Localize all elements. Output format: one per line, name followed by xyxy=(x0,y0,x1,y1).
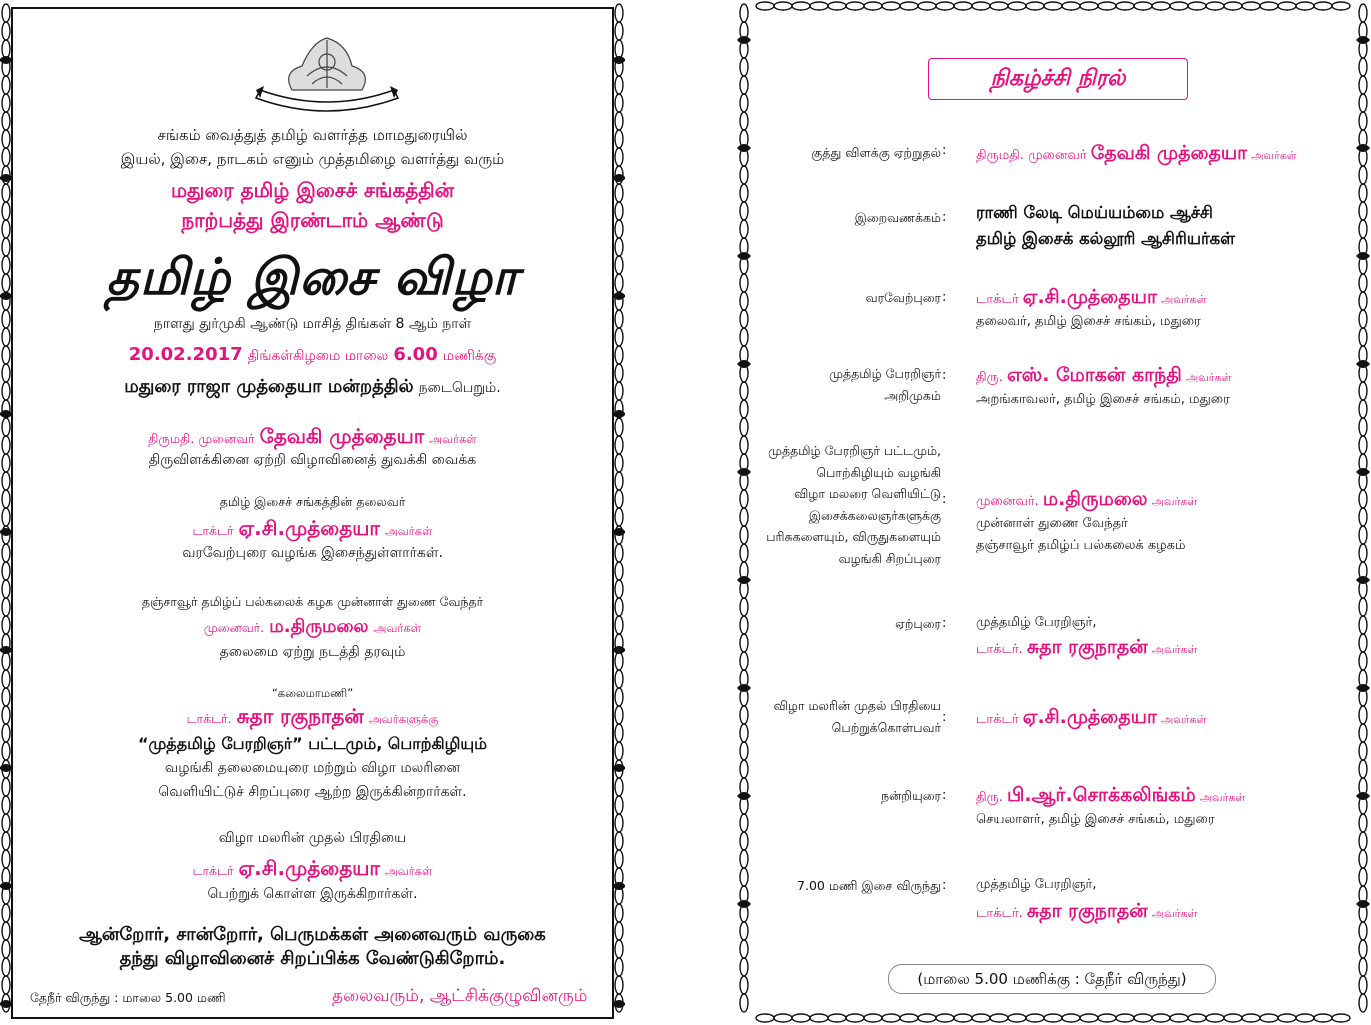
border-link xyxy=(740,418,748,436)
border-link xyxy=(1188,2,1206,10)
border-link xyxy=(615,76,623,94)
border-link xyxy=(615,904,623,922)
guest-3-title: தஞ்சாவூர் தமிழ்ப் பல்கலைக் கழக முன்னாள் துணை வேந்தர் xyxy=(141,594,484,609)
programme-item-value: முனைவர். ம.திருமலை அவர்கள் முன்னாள் துணை வேந்தர் தஞ்சாவூர் தமிழ்ப் பல்கலைக் கழகம் xyxy=(976,488,1198,553)
border-link xyxy=(1359,310,1367,328)
border-link xyxy=(740,310,748,328)
border-link xyxy=(882,2,900,10)
border-link xyxy=(1359,436,1367,454)
border-link xyxy=(1134,1014,1152,1022)
programme-item-label: 7.00 மணி இசை விருந்து xyxy=(797,878,941,893)
border-link xyxy=(1359,184,1367,202)
border-link xyxy=(1206,2,1224,10)
programme-item-value: முத்தமிழ் பேரறிஞர், டாக்டர். சுதா ரகுநாதன் அவர்கள் xyxy=(976,615,1198,658)
guest-4-award: “முத்தமிழ் பேரறிஞர்” பட்டமும், பொற்கிழியும் xyxy=(138,734,487,753)
border-link xyxy=(1359,706,1367,724)
separator-colon: : xyxy=(942,210,947,225)
border-link xyxy=(1188,1014,1206,1022)
border-link xyxy=(900,2,918,10)
border-link xyxy=(1359,616,1367,634)
programme-item-label: இறைவணக்கம் xyxy=(854,210,941,225)
border-link xyxy=(2,904,10,922)
border-link xyxy=(1359,832,1367,850)
border-link xyxy=(1359,814,1367,832)
border-link xyxy=(882,1014,900,1022)
border-link xyxy=(1359,400,1367,418)
invitation-page xyxy=(0,0,625,1025)
guest-4-line-3: வெளியிட்டுச் சிறப்புரை ஆற்ற இருக்கின்றார்கள். xyxy=(158,784,467,800)
border-link xyxy=(740,76,748,94)
border-link xyxy=(2,76,10,94)
hosts-signature: தலைவரும், ஆட்சிக்குழுவினரும் xyxy=(332,986,588,1006)
programme-item-value: டாக்டர் ஏ.சி.முத்தையா அவர்கள் xyxy=(976,706,1207,728)
border-knot xyxy=(1356,36,1370,44)
border-link xyxy=(740,94,748,112)
border-link xyxy=(1260,2,1278,10)
border-link xyxy=(1314,2,1332,10)
border-link xyxy=(990,1014,1008,1022)
border-link xyxy=(846,1014,864,1022)
border-link xyxy=(615,22,623,40)
programme-item-label: முத்தமிழ் பேரறிஞர் xyxy=(829,366,941,381)
guest-5-title: விழா மலரின் முதல் பிரதியை xyxy=(218,830,407,846)
border-link xyxy=(1170,2,1188,10)
border-link xyxy=(740,526,748,544)
event-day: திங்கள்கிழமை மாலை xyxy=(247,348,389,364)
border-link xyxy=(1359,94,1367,112)
intro-line-1: சங்கம் வைத்துத் தமிழ் வளர்த்த மாமதுரையில் xyxy=(157,126,468,144)
guest-2-name-line: டாக்டர் ஏ.சி.முத்தையா அவர்கள் xyxy=(192,516,433,540)
programme-item-label-multi: முத்தமிழ் பேரறிஞர் பட்டமும், பொற்கிழியும் வழங்கி விழா மலரை வெளியிட்டு இசைக்கலைஞர்களுக்கு பரிசுகளையும், விருதுகளையும் வழங்கி சிறப்புரை xyxy=(766,443,941,566)
border-link xyxy=(774,1014,792,1022)
guest-3-name-line: முனைவர். ம.திருமலை அவர்கள் xyxy=(203,616,422,637)
guest-3-role: தலைமை ஏற்று நடத்தி தரவும் xyxy=(219,644,406,660)
border-link xyxy=(740,760,748,778)
border-knot xyxy=(1356,576,1370,584)
border-link xyxy=(756,2,774,10)
border-link xyxy=(1359,634,1367,652)
border-link xyxy=(1359,994,1367,1012)
border-link xyxy=(740,382,748,400)
border-link xyxy=(1044,2,1062,10)
border-link xyxy=(792,1014,810,1022)
separator-colon: : xyxy=(942,788,947,803)
border-link xyxy=(1224,2,1242,10)
guest-1-role: திருவிளக்கினை ஏற்றி விழாவினைத் துவக்கி வைக்க xyxy=(148,452,477,468)
border-link xyxy=(1134,2,1152,10)
guest-5-role: பெற்றுக் கொள்ள இருக்கிறார்கள். xyxy=(207,886,418,902)
border-link xyxy=(1359,544,1367,562)
border-link xyxy=(740,958,748,976)
border-link xyxy=(740,724,748,742)
border-link xyxy=(615,4,623,22)
border-link xyxy=(1359,724,1367,742)
border-link xyxy=(1314,1014,1332,1022)
border-link xyxy=(740,328,748,346)
border-knot xyxy=(1356,900,1370,908)
border-link xyxy=(1359,76,1367,94)
border-link xyxy=(740,292,748,310)
border-link xyxy=(740,634,748,652)
border-link xyxy=(1116,2,1134,10)
venue-line xyxy=(0,376,625,399)
border-link xyxy=(1359,220,1367,238)
border-link xyxy=(2,976,10,994)
border-link xyxy=(740,976,748,994)
border-link xyxy=(2,472,10,490)
closing-line-1: ஆன்றோர், சான்றோர், பெருமக்கள் அனைவரும் வருகை xyxy=(79,924,546,945)
border-link xyxy=(756,1014,774,1022)
programme-item-label: விழா மலரின் முதல் பிரதியை xyxy=(773,698,941,713)
border-knot xyxy=(1356,468,1370,476)
border-knot xyxy=(737,360,751,368)
programme-item-label: ஏற்புரை xyxy=(895,616,941,631)
guest-4-title: “கலைமாமணி” xyxy=(271,686,354,700)
border-link xyxy=(774,2,792,10)
guest-4-name-line: டாக்டர். சுதா ரகுநாதன் அவர்களுக்கு xyxy=(186,704,439,728)
separator-colon: : xyxy=(942,710,947,725)
separator-colon: : xyxy=(942,616,947,631)
border-link xyxy=(1062,2,1080,10)
border-link xyxy=(1044,1014,1062,1022)
tea-time-note: தேநீர் விருந்து : மாலை 5.00 மணி xyxy=(30,990,226,1005)
border-link xyxy=(615,976,623,994)
border-link xyxy=(740,58,748,76)
guest-4-line-2: வழங்கி தலைமையுரை மற்றும் விழா மலரினை xyxy=(164,760,461,776)
border-link xyxy=(615,562,623,580)
programme-item-value: முத்தமிழ் பேரறிஞர், டாக்டர். சுதா ரகுநாதன் அவர்கள் xyxy=(976,877,1198,922)
border-link xyxy=(1116,1014,1134,1022)
border-knot xyxy=(737,144,751,152)
border-link xyxy=(740,508,748,526)
guest-2-title: தமிழ் இசைச் சங்கத்தின் தலைவர் xyxy=(219,494,406,509)
border-link xyxy=(1359,508,1367,526)
border-link xyxy=(1359,382,1367,400)
border-link xyxy=(936,1014,954,1022)
border-link xyxy=(1359,760,1367,778)
border-link xyxy=(740,850,748,868)
border-link xyxy=(1008,1014,1026,1022)
programme-page xyxy=(736,0,1371,1025)
programme-heading: நிகழ்ச்சி நிரல் xyxy=(928,58,1188,100)
border-knot xyxy=(737,792,751,800)
border-link xyxy=(2,94,10,112)
event-time: 6.00 xyxy=(393,344,438,365)
border-link xyxy=(1062,1014,1080,1022)
intro-line-2: இயல், இசை, நாடகம் எனும் முத்தமிழை வளர்த்து வரும் xyxy=(120,150,505,168)
border-knot xyxy=(737,576,751,584)
venue-rest: நடைபெறும். xyxy=(418,380,501,396)
border-link xyxy=(1080,1014,1098,1022)
guest-2-role: வரவேற்புரை வழங்க இசைந்துள்ளார்கள். xyxy=(182,545,443,561)
border-link xyxy=(1359,418,1367,436)
border-link xyxy=(1152,2,1170,10)
border-link xyxy=(828,2,846,10)
border-link xyxy=(1359,292,1367,310)
border-knot xyxy=(1356,792,1370,800)
border-link xyxy=(740,922,748,940)
tamil-date-line: நாளது துர்முகி ஆண்டு மாசித் திங்கள் 8 ஆம் நாள் xyxy=(153,316,472,332)
border-knot xyxy=(737,468,751,476)
border-link xyxy=(615,40,623,58)
border-link xyxy=(740,490,748,508)
guest-5-name-line: டாக்டர் ஏ.சி.முத்தையா அவர்கள் xyxy=(192,856,433,880)
border-link xyxy=(1260,1014,1278,1022)
programme-item-label: வரவேற்புரை xyxy=(865,290,941,305)
border-link xyxy=(1242,2,1260,10)
border-link xyxy=(810,1014,828,1022)
border-link xyxy=(1359,922,1367,940)
programme-item-value: திரு. பி.ஆர்.சொக்கலிங்கம் அவர்கள் செயலாளர், தமிழ் இசைச் சங்கம், மதுரை xyxy=(976,784,1246,827)
border-link xyxy=(2,22,10,40)
border-link xyxy=(740,436,748,454)
border-link xyxy=(740,616,748,634)
border-knot xyxy=(1356,684,1370,692)
border-link xyxy=(1359,958,1367,976)
border-link xyxy=(1170,1014,1188,1022)
border-link xyxy=(740,868,748,886)
border-link xyxy=(828,1014,846,1022)
festival-title: தமிழ் இசை விழா xyxy=(106,248,519,306)
border-link xyxy=(1080,2,1098,10)
border-link xyxy=(2,40,10,58)
border-link xyxy=(740,994,748,1012)
border-link xyxy=(918,1014,936,1022)
venue-name: மதுரை ராஜா முத்தையா மன்றத்தில் xyxy=(124,376,414,397)
border-link xyxy=(740,544,748,562)
border-link xyxy=(615,94,623,112)
border-link xyxy=(1359,328,1367,346)
border-link xyxy=(900,1014,918,1022)
border-link xyxy=(740,166,748,184)
programme-item-value: திருமதி. முனைவர் தேவகி முத்தையா அவர்கள் xyxy=(976,142,1297,164)
border-link xyxy=(936,2,954,10)
border-link xyxy=(740,202,748,220)
closing-line-2: தந்து விழாவினைச் சிறப்பிக்க வேண்டுகிறோம். xyxy=(119,948,506,969)
border-link xyxy=(1359,526,1367,544)
border-link xyxy=(740,706,748,724)
border-link xyxy=(740,652,748,670)
border-link xyxy=(1098,1014,1116,1022)
border-knot xyxy=(1356,252,1370,260)
border-link xyxy=(1242,1014,1260,1022)
border-link xyxy=(740,742,748,760)
border-link xyxy=(954,1014,972,1022)
border-link xyxy=(740,940,748,958)
border-link xyxy=(740,814,748,832)
tea-break-note: (மாலை 5.00 மணிக்கு : தேநீர் விருந்து) xyxy=(888,964,1216,994)
programme-item-label-2: அறிமுகம் xyxy=(884,388,941,403)
border-link xyxy=(740,184,748,202)
border-link xyxy=(1278,1014,1296,1022)
border-link xyxy=(740,4,748,22)
separator-colon: : xyxy=(942,290,947,305)
border-link xyxy=(1008,2,1026,10)
border-link xyxy=(1332,1014,1350,1022)
border-link xyxy=(864,2,882,10)
programme-item-label-2: பெற்றுக்கொள்பவர் xyxy=(831,720,941,735)
separator-colon: : xyxy=(942,368,947,383)
border-knot xyxy=(737,684,751,692)
border-link xyxy=(2,562,10,580)
border-knot xyxy=(737,252,751,260)
border-link xyxy=(1098,2,1116,10)
separator-colon: : xyxy=(942,492,947,507)
border-link xyxy=(740,274,748,292)
event-datetime xyxy=(0,344,625,366)
border-link xyxy=(740,220,748,238)
border-link xyxy=(954,2,972,10)
border-knot xyxy=(1356,360,1370,368)
border-link xyxy=(1026,1014,1044,1022)
border-link xyxy=(1278,2,1296,10)
border-link xyxy=(1359,652,1367,670)
border-link xyxy=(1359,274,1367,292)
border-link xyxy=(1359,976,1367,994)
border-link xyxy=(1206,1014,1224,1022)
event-date: 20.02.2017 xyxy=(128,344,243,365)
border-link xyxy=(1359,166,1367,184)
border-link xyxy=(740,112,748,130)
border-link xyxy=(1026,2,1044,10)
border-link xyxy=(1359,940,1367,958)
border-link xyxy=(1359,742,1367,760)
border-link xyxy=(1359,598,1367,616)
organisation-name: மதுரை தமிழ் இசைச் சங்கத்தின் xyxy=(170,178,455,202)
border-link xyxy=(990,2,1008,10)
border-link xyxy=(864,1014,882,1022)
border-link xyxy=(740,832,748,850)
border-knot xyxy=(737,900,751,908)
border-link xyxy=(972,2,990,10)
anniversary-line: நாற்பத்து இரண்டாம் ஆண்டு xyxy=(181,208,444,232)
border-link xyxy=(2,4,10,22)
border-link xyxy=(1359,868,1367,886)
border-link xyxy=(810,2,828,10)
border-link xyxy=(792,2,810,10)
border-link xyxy=(1359,202,1367,220)
border-link xyxy=(846,2,864,10)
border-link xyxy=(1296,2,1314,10)
programme-item-value: ராணி லேடி மெய்யம்மை ஆச்சி தமிழ் இசைக் கல்லூரி ஆசிரியர்கள் xyxy=(976,203,1236,248)
separator-colon: : xyxy=(942,878,947,893)
event-time-suffix: மணிக்கு xyxy=(442,348,497,364)
border-link xyxy=(1359,112,1367,130)
border-link xyxy=(1152,1014,1170,1022)
border-link xyxy=(1332,2,1350,10)
border-link xyxy=(1359,850,1367,868)
border-link xyxy=(1224,1014,1242,1022)
border-knot xyxy=(1356,144,1370,152)
border-link xyxy=(740,598,748,616)
guest-1-name-line: திருமதி. முனைவர் தேவகி முத்தையா அவர்கள் xyxy=(148,424,477,448)
border-link xyxy=(615,472,623,490)
border-link xyxy=(740,400,748,418)
programme-item-value: டாக்டர் ஏ.சி.முத்தையா அவர்கள் தலைவர், தமிழ் இசைச் சங்கம், மதுரை xyxy=(976,286,1207,329)
programme-item-value: திரு. எஸ். மோகன் காந்தி அவர்கள் அறங்காவலர், தமிழ் இசைச் சங்கம், மதுரை xyxy=(976,364,1232,407)
border-link xyxy=(972,1014,990,1022)
border-link xyxy=(918,2,936,10)
border-link xyxy=(1359,58,1367,76)
separator-colon: : xyxy=(942,143,947,158)
emblem-logo xyxy=(252,32,402,114)
border-knot xyxy=(737,36,751,44)
border-link xyxy=(1359,4,1367,22)
border-link xyxy=(1296,1014,1314,1022)
programme-item-label: நன்றியுரை xyxy=(881,788,941,803)
programme-item-label: குத்து விளக்கு ஏற்றுதல் xyxy=(811,145,941,160)
border-link xyxy=(1359,490,1367,508)
